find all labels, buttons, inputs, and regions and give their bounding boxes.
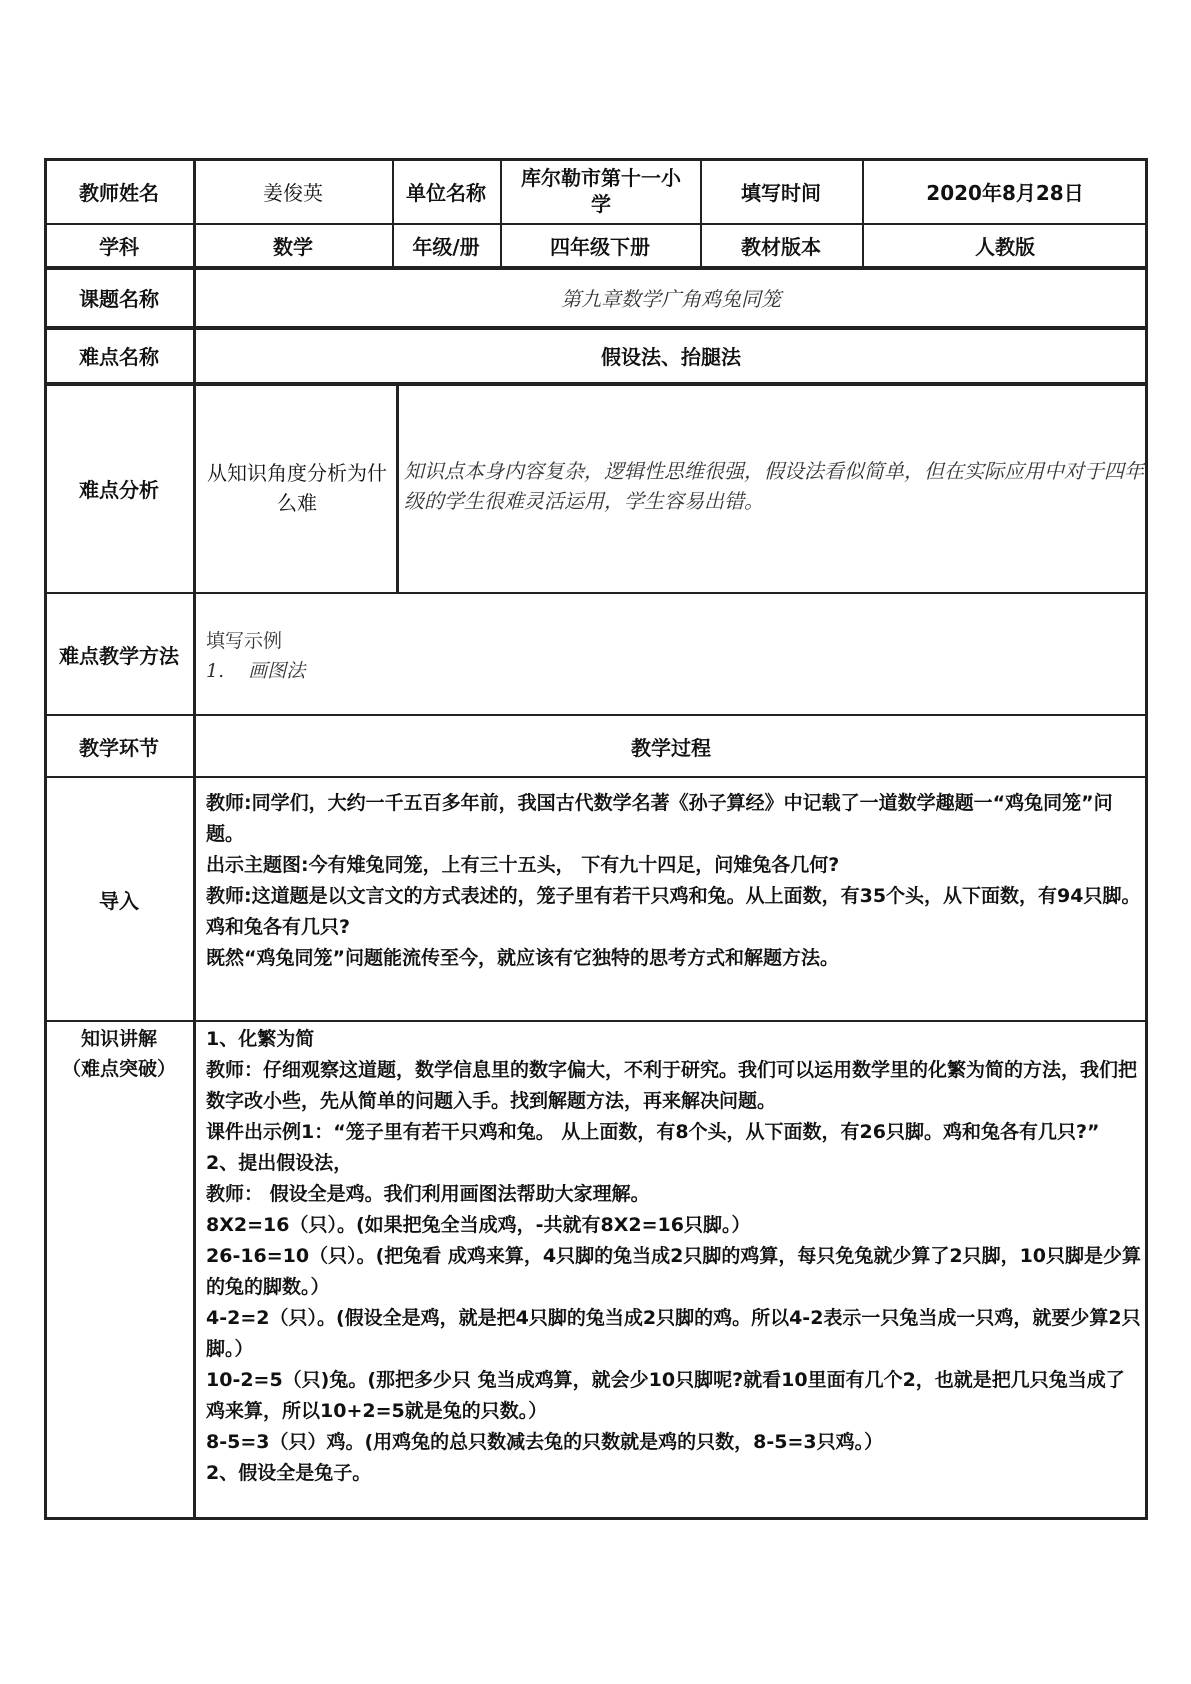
difficulty-label: 难点名称 bbox=[79, 344, 159, 369]
analysis-label: 难点分析 bbox=[79, 477, 159, 502]
knowledge-paragraph: 8-5=3（只）鸡。(用鸡兔的总只数减去兔的只数就是鸡的只数，8-5=3只鸡。） bbox=[206, 1431, 884, 1453]
analysis-text: 知识点本身内容复杂，逻辑性思维很强，假设法看似简单，但在实际应用中对于四年级的学生很难灵活运用，学生容易出错。 bbox=[404, 459, 1144, 513]
knowledge-paragraph: 2、提出假设法， bbox=[206, 1152, 353, 1174]
knowledge-paragraph: 1、化繁为简 bbox=[206, 1028, 315, 1050]
method-example-item: 1. 画图法 bbox=[206, 660, 306, 682]
knowledge-paragraph: 26-16=10（只）。(把兔看 成鸡来算，4只脚的兔当成2只脚的鸡算，每只免兔就少算了2只脚，10只脚是少算的兔的脚数。） bbox=[206, 1245, 1142, 1298]
knowledge-paragraph: 教师：仔细观察这道题，数学信息里的数字偏大，不利于研究。我们可以运用数学里的化繁为简的方法，我们把数字改小些，先从简单的问题入手。找到解题方法，再来解决问题。 bbox=[206, 1059, 1138, 1112]
knowledge-paragraph: 8X2=16（只）。(如果把兔全当成鸡，-共就有8X2=16只脚。） bbox=[206, 1214, 751, 1236]
knowledge-label bbox=[44, 1024, 194, 1084]
unit-label: 单位名称 bbox=[406, 180, 486, 205]
difficulty-value: 假设法、抬腿法 bbox=[601, 344, 741, 369]
column-divider bbox=[396, 384, 399, 593]
row-divider bbox=[44, 1020, 1148, 1022]
process-label: 教学过程 bbox=[631, 735, 711, 760]
intro-content bbox=[206, 788, 1142, 974]
subject: 数学 bbox=[273, 235, 313, 259]
grade-label: 年级/册 bbox=[412, 235, 480, 259]
stage-label: 教学环节 bbox=[79, 735, 159, 760]
knowledge-label-line1: 知识讲解 bbox=[80, 1028, 157, 1050]
edition: 人教版 bbox=[975, 235, 1035, 259]
date-label: 填写时间 bbox=[741, 180, 821, 205]
knowledge-content bbox=[206, 1024, 1142, 1489]
method-example-title: 填写示例 bbox=[206, 630, 283, 652]
unit-name: 库尔勒市第十一小学 bbox=[521, 166, 681, 216]
knowledge-paragraph: 课件出示例1：“笼子里有若干只鸡和兔。 从上面数，有8个头，从下面数，有26只脚。鸡和兔各有几只?” bbox=[206, 1121, 1100, 1143]
topic-value: 第九章数学广角鸡兔同笼 bbox=[561, 286, 781, 311]
grade: 四年级下册 bbox=[550, 235, 650, 259]
intro-label: 导入 bbox=[99, 888, 139, 913]
row-divider bbox=[44, 776, 1148, 778]
knowledge-paragraph: 教师： 假设全是鸡。我们利用画图法帮助大家理解。 bbox=[206, 1183, 650, 1205]
intro-paragraph: 教师:这道题是以文言文的方式表述的，笼子里有若干只鸡和兔。从上面数，有35个头，从下面数，有94只脚。鸡和兔各有几只? bbox=[206, 885, 1141, 938]
fill-date: 2020年8月28日 bbox=[926, 180, 1084, 205]
method-label: 难点教学方法 bbox=[59, 643, 179, 668]
edition-label: 教材版本 bbox=[741, 235, 821, 259]
teacher-name: 姜俊英 bbox=[263, 180, 323, 205]
knowledge-paragraph: 10-2=5（只)兔。(那把多少只 兔当成鸡算，就会少10只脚呢?就看10里面有几个2，也就是把几只兔当成了鸡来算，所以10+2=5就是兔的只数。） bbox=[206, 1369, 1125, 1422]
knowledge-paragraph: 4-2=2（只）。(假设全是鸡，就是把4只脚的兔当成2只脚的鸡。所以4-2表示一只兔当成一只鸡，就要少算2只脚。） bbox=[206, 1307, 1141, 1360]
subject-label: 学科 bbox=[99, 235, 139, 259]
topic-label: 课题名称 bbox=[79, 286, 159, 311]
row-divider bbox=[44, 592, 1148, 594]
teacher-name-label: 教师姓名 bbox=[79, 180, 159, 205]
intro-paragraph: 出示主题图:今有雉兔同笼，上有三十五头， 下有九十四足，问雉兔各几何? bbox=[206, 854, 840, 876]
intro-paragraph: 既然“鸡兔同笼”问题能流传至今，就应该有它独特的思考方式和解题方法。 bbox=[206, 947, 839, 969]
intro-paragraph: 教师:同学们，大约一千五百多年前，我国古代数学名著《孙子算经》中记载了一道数学趣题一“鸡兔同笼”问题。 bbox=[206, 792, 1113, 845]
analysis-sub-label: 从知识角度分析为什么难 bbox=[207, 461, 387, 515]
knowledge-paragraph: 2、假设全是兔子。 bbox=[206, 1462, 372, 1484]
knowledge-label-line2: （难点突破） bbox=[61, 1058, 176, 1080]
